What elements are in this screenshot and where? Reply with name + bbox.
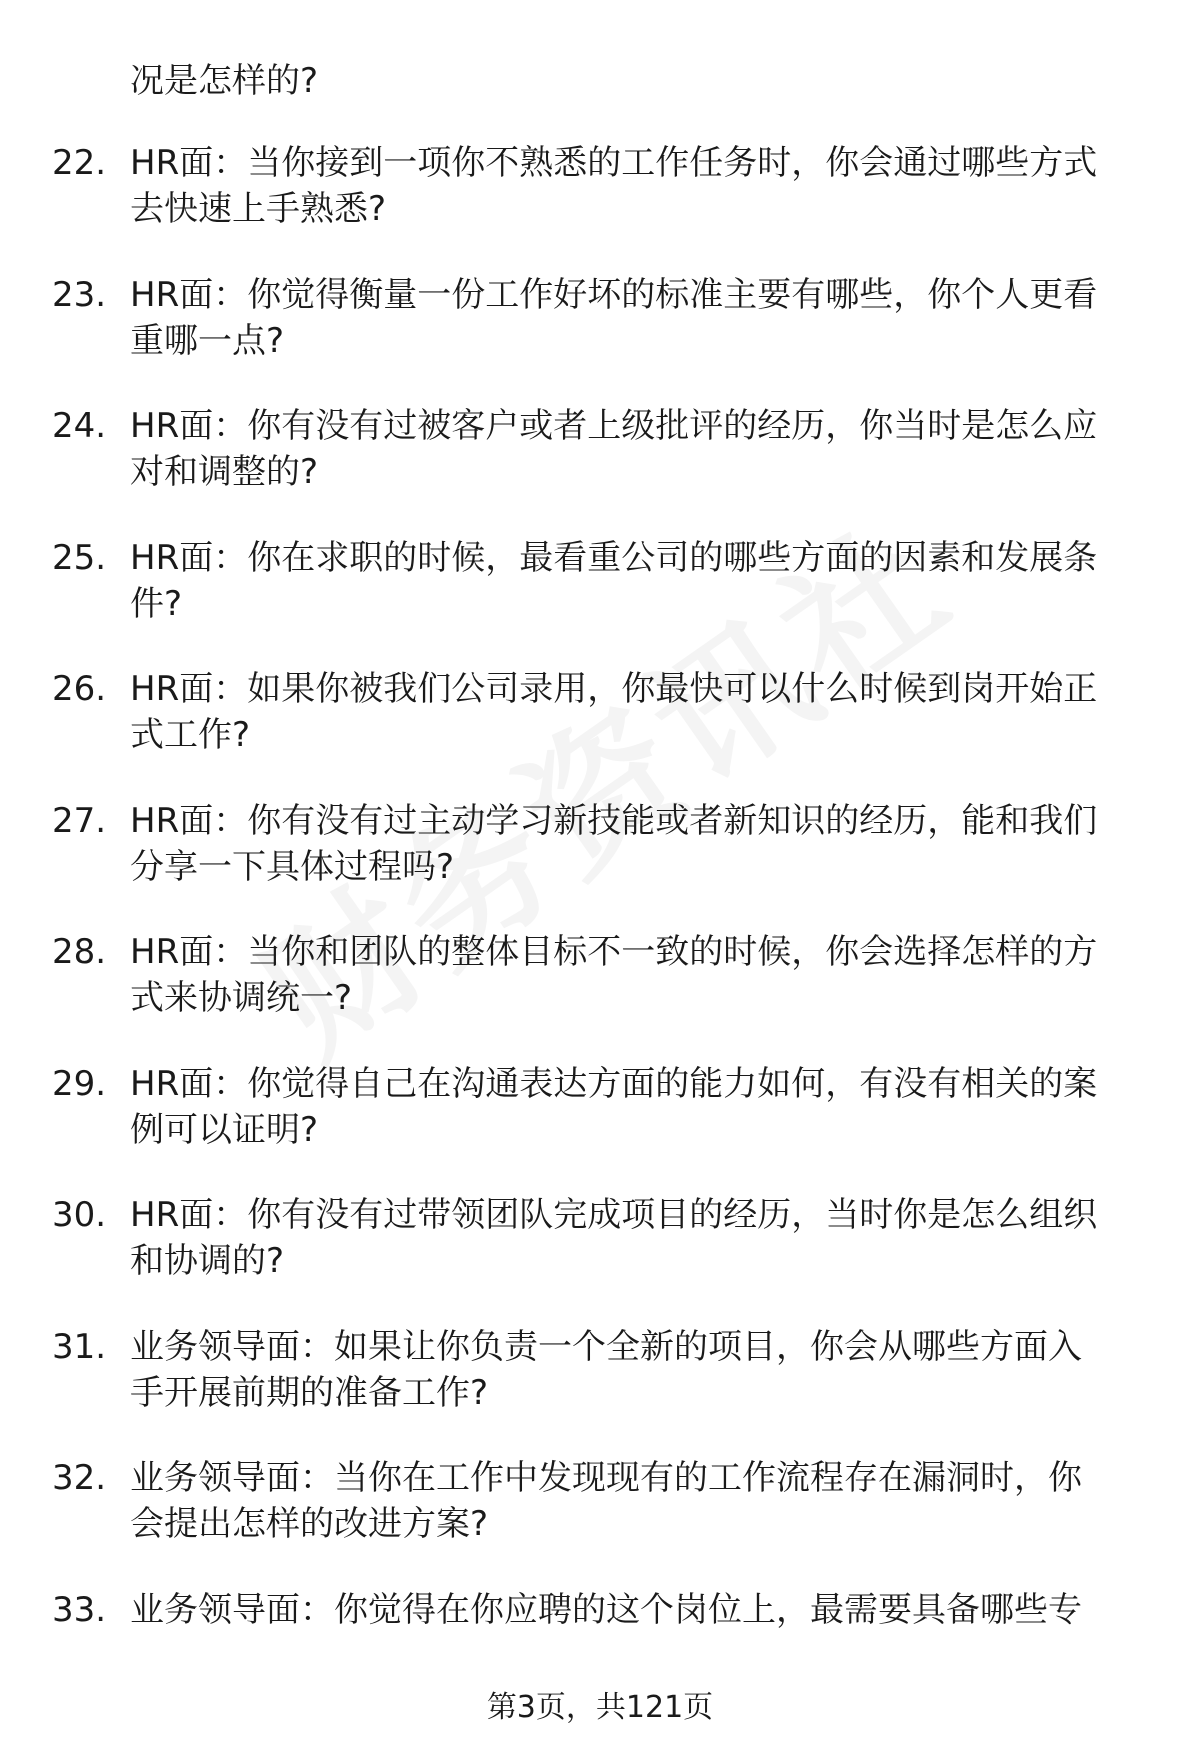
question-line: HR面：当你和团队的整体目标不一致的时候，你会选择怎样的方	[130, 932, 1098, 972]
question-number: 30.	[52, 1195, 107, 1235]
question-line: HR面：你在求职的时候，最看重公司的哪些方面的因素和发展条	[130, 537, 1098, 578]
question-text	[130, 1192, 1155, 1284]
question-line: HR面：当你接到一项你不熟悉的工作任务时，你会通过哪些方式	[130, 143, 1098, 183]
question-text	[130, 535, 1155, 627]
question-line: 对和调整的?	[130, 452, 319, 492]
question-continuation: 况是怎样的?	[130, 61, 319, 101]
question-number: 29.	[52, 1063, 107, 1104]
question-line: 例可以证明?	[130, 1109, 319, 1150]
list-item	[0, 1455, 1200, 1587]
question-text	[130, 1061, 1155, 1153]
question-number: 22.	[52, 143, 107, 183]
question-text	[130, 666, 1155, 758]
question-line: HR面：如果你被我们公司录用，你最快可以什么时候到岗开始正	[130, 669, 1098, 709]
question-line: HR面：你有没有过主动学习新技能或者新知识的经历，能和我们	[130, 800, 1098, 841]
question-number: 25.	[52, 537, 107, 578]
question-text	[130, 272, 1155, 364]
question-line: 业务领导面：你觉得在你应聘的这个岗位上，最需要具备哪些专	[130, 1589, 1082, 1630]
question-text	[130, 929, 1155, 1021]
question-line: 会提出怎样的改进方案?	[130, 1504, 489, 1544]
question-text	[130, 798, 1155, 890]
question-number: 32.	[52, 1458, 107, 1498]
question-line: HR面：你有没有过带领团队完成项目的经历，当时你是怎么组织	[130, 1195, 1098, 1235]
list-item	[0, 1192, 1200, 1324]
list-item	[0, 798, 1200, 930]
question-number: 24.	[52, 406, 107, 446]
question-line: 重哪一点?	[130, 320, 285, 361]
question-number: 26.	[52, 669, 107, 709]
question-line: 式工作?	[130, 715, 251, 755]
question-line: 件?	[130, 583, 183, 624]
question-number: 28.	[52, 932, 107, 972]
page-footer: 第3页，共121页	[486, 1690, 714, 1725]
list-item	[0, 140, 1200, 272]
question-number: 31.	[52, 1326, 107, 1367]
question-line: HR面：你觉得衡量一份工作好坏的标准主要有哪些，你个人更看	[130, 274, 1098, 315]
list-item	[0, 1061, 1200, 1193]
list-item	[0, 1324, 1200, 1456]
question-text	[130, 1455, 1155, 1547]
question-line: 式来协调统一?	[130, 978, 353, 1018]
question-text	[130, 1324, 1155, 1416]
question-line: HR面：你有没有过被客户或者上级批评的经历，你当时是怎么应	[130, 406, 1098, 446]
list-item	[0, 666, 1200, 798]
list-item	[0, 272, 1200, 404]
question-text	[130, 140, 1155, 232]
question-line: 业务领导面：当你在工作中发现现有的工作流程存在漏洞时，你	[130, 1458, 1082, 1498]
question-number: 23.	[52, 274, 107, 315]
question-line: 业务领导面：如果让你负责一个全新的项目，你会从哪些方面入	[130, 1326, 1082, 1367]
list-item	[0, 403, 1200, 535]
list-item	[0, 535, 1200, 667]
question-list	[0, 140, 1200, 1718]
question-line: 分享一下具体过程吗?	[130, 846, 455, 887]
list-item	[0, 929, 1200, 1061]
question-number: 33.	[52, 1589, 107, 1630]
question-line: 手开展前期的准备工作?	[130, 1372, 489, 1413]
question-number: 27.	[52, 800, 107, 841]
question-text	[130, 403, 1155, 495]
question-line: HR面：你觉得自己在沟通表达方面的能力如何，有没有相关的案	[130, 1063, 1098, 1104]
question-line: 去快速上手熟悉?	[130, 189, 387, 229]
question-text	[130, 1587, 1155, 1633]
question-line: 和协调的?	[130, 1241, 285, 1281]
